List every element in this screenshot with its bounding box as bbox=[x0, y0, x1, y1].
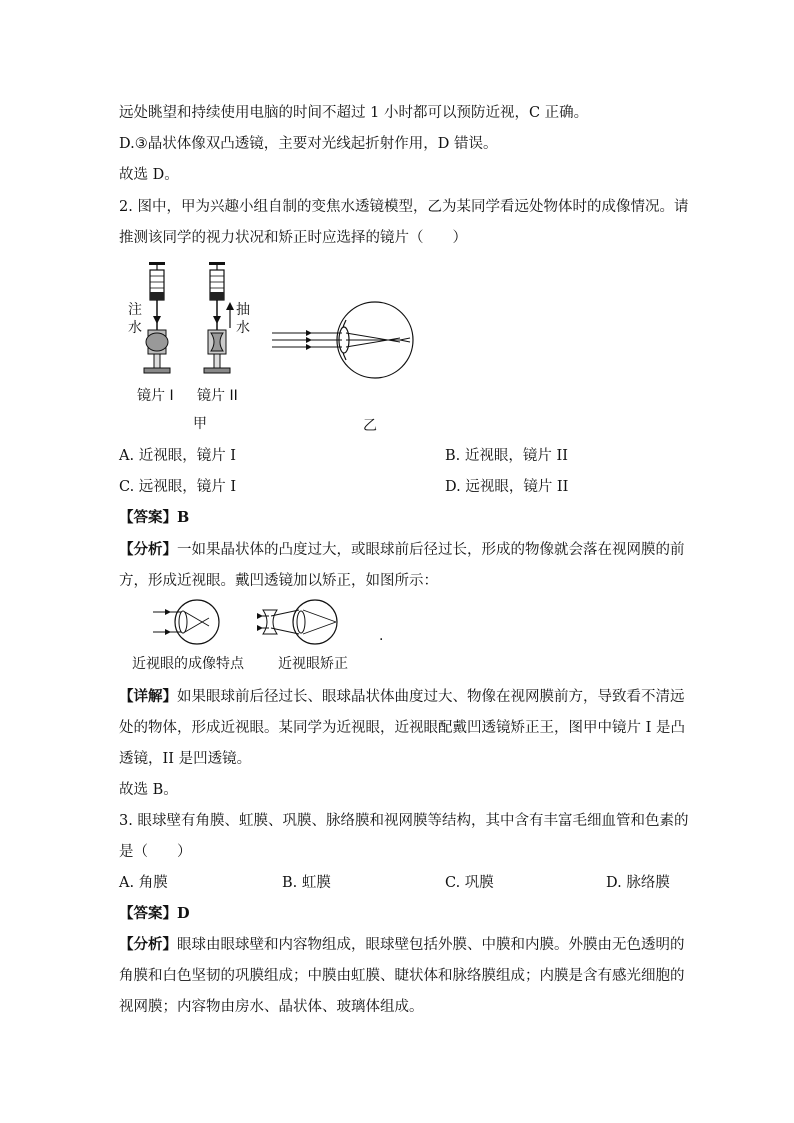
lens-2-label: 镜片 II bbox=[197, 388, 238, 404]
option-c[interactable]: C. 巩膜 bbox=[445, 875, 494, 891]
analysis-text bbox=[119, 540, 685, 560]
question-2-stem: 2. 图中，甲为兴趣小组自制的变焦水透镜模型，乙为某同学看远处物体时的成像情况。请 bbox=[119, 199, 689, 215]
option-a[interactable]: A. 近视眼，镜片 I bbox=[119, 448, 237, 464]
syringe-1 bbox=[144, 262, 170, 373]
answer-label: 【答案】D bbox=[119, 905, 190, 922]
detail-text: 处的物体，形成近视眼。某同学为近视眼，近视眼配戴凹透镜矫正王，图甲中镜片 I 是凸 bbox=[119, 720, 685, 736]
caption-a: 甲 bbox=[193, 416, 207, 432]
lens-1-label: 镜片 I bbox=[137, 388, 174, 404]
text-line: D.③晶状体像双凸透镜，主要对光线起折射作用，D 错误。 bbox=[119, 136, 498, 152]
myopia-eye-2 bbox=[257, 600, 337, 644]
figure2-caption-1: 近视眼的成像特点 bbox=[132, 656, 244, 672]
caption-b: 乙 bbox=[363, 418, 377, 434]
text-line: 故选 D。 bbox=[119, 167, 179, 183]
detail-text: 透镜，II 是凹透镜。 bbox=[119, 751, 252, 767]
myopia-figure bbox=[145, 598, 395, 650]
analysis-text: 方，形成近视眼。戴凹透镜加以矫正，如图所示： bbox=[119, 573, 438, 589]
analysis-text: 角膜和白色坚韧的巩膜组成；中膜由虹膜、睫状体和脉络膜组成；内膜是含有感光细胞的 bbox=[119, 968, 685, 984]
text-line: 远处眺望和持续使用电脑的时间不超过 1 小时都可以预防近视，C 正确。 bbox=[119, 105, 589, 121]
water-lens-figure bbox=[110, 258, 430, 438]
inject-label-bottom: 水 bbox=[128, 320, 142, 336]
draw-label-top: 抽 bbox=[236, 302, 250, 318]
draw-label-bottom: 水 bbox=[236, 320, 250, 336]
option-c[interactable]: C. 远视眼，镜片 I bbox=[119, 479, 237, 495]
option-d[interactable]: D. 脉络膜 bbox=[606, 875, 670, 891]
detail-tag: 【详解】 bbox=[119, 688, 177, 705]
syringe-2 bbox=[204, 262, 234, 373]
detail-content: 如果眼球前后径过长、眼球晶状体曲度过大、物像在视网膜前方，导致看不清远 bbox=[177, 689, 685, 705]
option-b[interactable]: B. 近视眼，镜片 II bbox=[445, 448, 568, 464]
question-2-stem: 推测该同学的视力状况和矫正时应选择的镜片（ ） bbox=[119, 230, 467, 246]
question-3-stem: 是（ ） bbox=[119, 844, 192, 860]
answer-label: 【答案】B bbox=[119, 509, 190, 526]
analysis-text: 视网膜；内容物由房水、晶状体、玻璃体组成。 bbox=[119, 999, 424, 1015]
detail-text bbox=[119, 687, 685, 707]
myopia-eye-1 bbox=[153, 600, 219, 644]
inject-label-top: 注 bbox=[128, 302, 142, 318]
option-a[interactable]: A. 角膜 bbox=[119, 875, 168, 891]
analysis-tag: 【分析】 bbox=[119, 936, 177, 953]
option-b[interactable]: B. 虹膜 bbox=[282, 875, 331, 891]
question-3-stem: 3. 眼球壁有角膜、虹膜、巩膜、脉络膜和视网膜等结构，其中含有丰富毛细血管和色素的 bbox=[119, 813, 689, 829]
conclusion-text: 故选 B。 bbox=[119, 782, 178, 798]
analysis-text bbox=[119, 935, 685, 955]
analysis-content: 一如果晶状体的凸度过大，或眼球前后径过长，形成的物像就会落在视网膜的前 bbox=[177, 542, 685, 558]
figure-dot: . bbox=[379, 628, 384, 644]
option-d[interactable]: D. 远视眼，镜片 II bbox=[445, 479, 569, 495]
analysis-tag: 【分析】 bbox=[119, 541, 177, 558]
figure2-caption-2: 近视眼矫正 bbox=[278, 656, 348, 672]
eye-diagram bbox=[272, 302, 413, 378]
analysis-content: 眼球由眼球壁和内容物组成，眼球壁包括外膜、中膜和内膜。外膜由无色透明的 bbox=[177, 937, 685, 953]
